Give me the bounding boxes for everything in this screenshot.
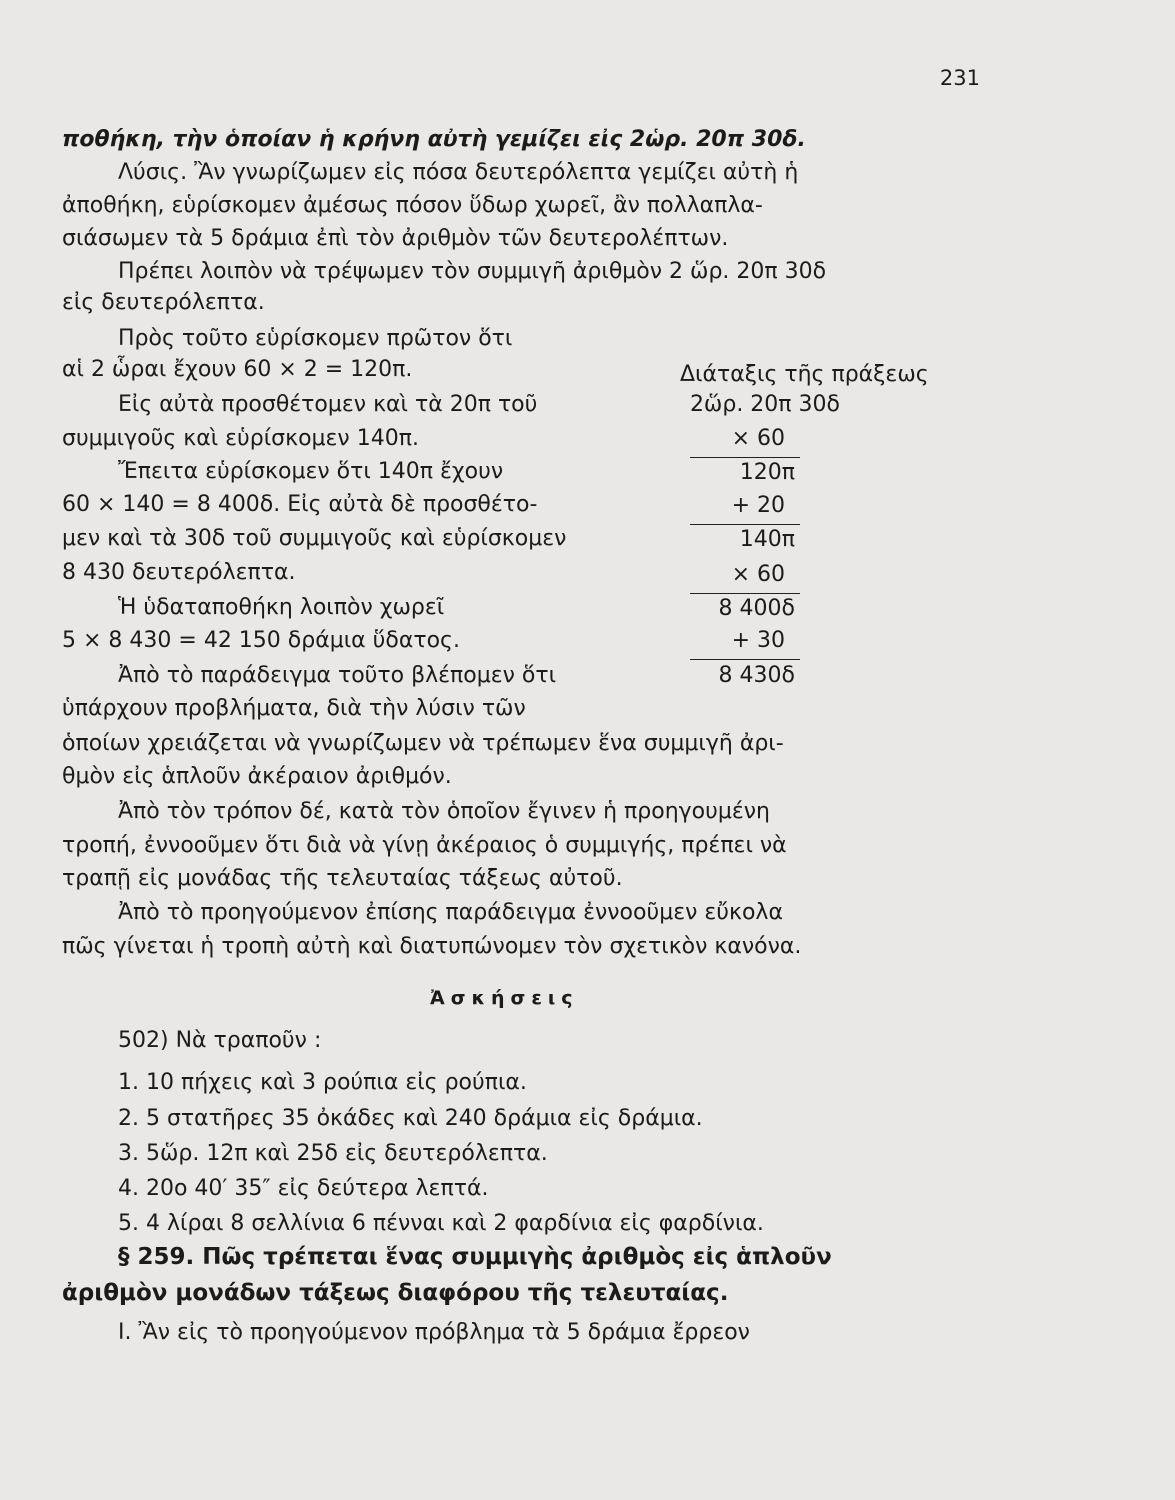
solution-line-5: εἰς δευτερόλεπτα.: [62, 290, 265, 315]
solution-line-1: Λύσις. Ἂν γνωρίζωμεν εἰς πόσα δευτερόλεπτα γεμίζει αὐτὴ ἡ: [118, 160, 799, 185]
solution-line-7: αἱ 2 ὧραι ἔχουν 60 × 2 = 120π.: [62, 357, 413, 382]
solution-line-10: Ἔπειτα εὑρίσκομεν ὅτι 140π ἔχουν: [118, 459, 504, 484]
exercises-heading: Ἀσκήσεις: [430, 987, 579, 1009]
divider: [690, 659, 800, 660]
arrangement-row: 2ὥρ. 20π 30δ: [689, 392, 840, 417]
solution-line-8: Εἰς αὐτὰ προσθέτομεν καὶ τὰ 20π τοῦ: [118, 392, 538, 417]
conclusion-line-6: τροπή, ἐννοοῦμεν ὅτι διὰ νὰ γίνῃ ἀκέραιος ὁ συμμιγής, πρέπει νὰ: [62, 833, 787, 858]
arrangement-row: 120π: [739, 460, 795, 485]
solution-line-2: ἀποθήκη, εὑρίσκομεν ἀμέσως πόσον ὕδωρ χωρεῖ, ἂν πολλαπλα-: [62, 193, 763, 218]
exercise-item: 1. 10 πήχεις καὶ 3 ρούπια εἰς ρούπια.: [118, 1070, 527, 1095]
conclusion-line-1: Ἀπὸ τὸ παράδειγμα τοῦτο βλέπομεν ὅτι: [118, 663, 557, 688]
solution-line-11: 60 × 140 = 8 400δ. Εἰς αὐτὰ δὲ προσθέτο-: [62, 492, 538, 517]
conclusion-line-2: ὑπάρχουν προβλήματα, διὰ τὴν λύσιν τῶν: [62, 696, 526, 721]
conclusion-line-7: τραπῇ εἰς μονάδας τῆς τελευταίας τάξεως αὐτοῦ.: [62, 866, 623, 891]
exercise-item: 4. 20ο 40′ 35″ εἰς δεύτερα λεπτά.: [118, 1176, 489, 1201]
solution-line-6: Πρὸς τοῦτο εὑρίσκομεν πρῶτον ὅτι: [118, 326, 513, 351]
section-text-line-1: Ι. Ἂν εἰς τὸ προηγούμενον πρόβλημα τὰ 5 δράμια ἔρρεον: [118, 1320, 750, 1345]
solution-line-15: 5 × 8 430 = 42 150 δράμια ὕδατος.: [62, 628, 460, 653]
solution-line-4: Πρέπει λοιπὸν νὰ τρέψωμεν τὸν συμμιγῆ ἀριθμὸν 2 ὥρ. 20π 30δ: [118, 259, 827, 284]
solution-line-9: συμμιγοῦς καὶ εὑρίσκομεν 140π.: [62, 426, 419, 451]
page-number: 231: [939, 66, 980, 90]
arrangement-row: × 60: [731, 426, 785, 451]
arrangement-row: + 30: [731, 628, 785, 653]
exercise-item: 5. 4 λίραι 8 σελλίνια 6 πένναι καὶ 2 φαρδίνια εἰς φαρδίνια.: [118, 1211, 764, 1236]
solution-line-13: 8 430 δευτερόλεπτα.: [62, 560, 296, 585]
header-line: ποθήκη, τὴν ὁποίαν ἡ κρήνη αὐτὴ γεμίζει εἰς 2ὡρ. 20π 30δ.: [62, 127, 806, 152]
solution-line-14: Ἡ ὑδαταποθήκη λοιπὸν χωρεῖ: [118, 595, 445, 620]
conclusion-line-5: Ἀπὸ τὸν τρόπον δέ, κατὰ τὸν ὁποῖον ἔγινεν ἡ προηγουμένη: [118, 799, 770, 824]
conclusion-line-9: πῶς γίνεται ἡ τροπὴ αὐτὴ καὶ διατυπώνομεν τὸν σχετικὸν κανόνα.: [62, 934, 802, 959]
exercise-item: 3. 5ὥρ. 12π καὶ 25δ εἰς δευτερόλεπτα.: [118, 1141, 548, 1166]
section-heading-line-1: § 259. Πῶς τρέπεται ἕνας συμμιγὴς ἀριθμὸς εἰς ἁπλοῦν: [118, 1244, 832, 1270]
section-heading-line-2: ἀριθμὸν μονάδων τάξεως διαφόρου τῆς τελευταίας.: [62, 1280, 729, 1306]
conclusion-line-3: ὁποίων χρειάζεται νὰ γνωρίζωμεν νὰ τρέπωμεν ἕνα συμμιγῆ ἀρι-: [62, 731, 784, 756]
exercise-intro: 502) Νὰ τραποῦν :: [118, 1028, 322, 1053]
arrangement-row: + 20: [731, 493, 785, 518]
conclusion-line-8: Ἀπὸ τὸ προηγούμενον ἐπίσης παράδειγμα ἐννοοῦμεν εὔκολα: [118, 900, 783, 925]
conclusion-line-4: θμὸν εἰς ἁπλοῦν ἀκέραιον ἀριθμόν.: [62, 764, 452, 789]
solution-line-3: σιάσωμεν τὰ 5 δράμια ἐπὶ τὸν ἀριθμὸν τῶν δευτερολέπτων.: [62, 226, 729, 251]
arrangement-row: 8 400δ: [718, 596, 795, 621]
exercise-item: 2. 5 στατῆρες 35 ὀκάδες καὶ 240 δράμια εἰς δράμια.: [118, 1106, 703, 1131]
arrangement-title: Διάταξις τῆς πράξεως: [680, 362, 929, 387]
arrangement-row: × 60: [731, 562, 785, 587]
arrangement-row: 8 430δ: [718, 663, 795, 688]
solution-line-12: μεν καὶ τὰ 30δ τοῦ συμμιγοῦς καὶ εὑρίσκομεν: [62, 526, 567, 551]
arrangement-row: 140π: [739, 527, 795, 552]
